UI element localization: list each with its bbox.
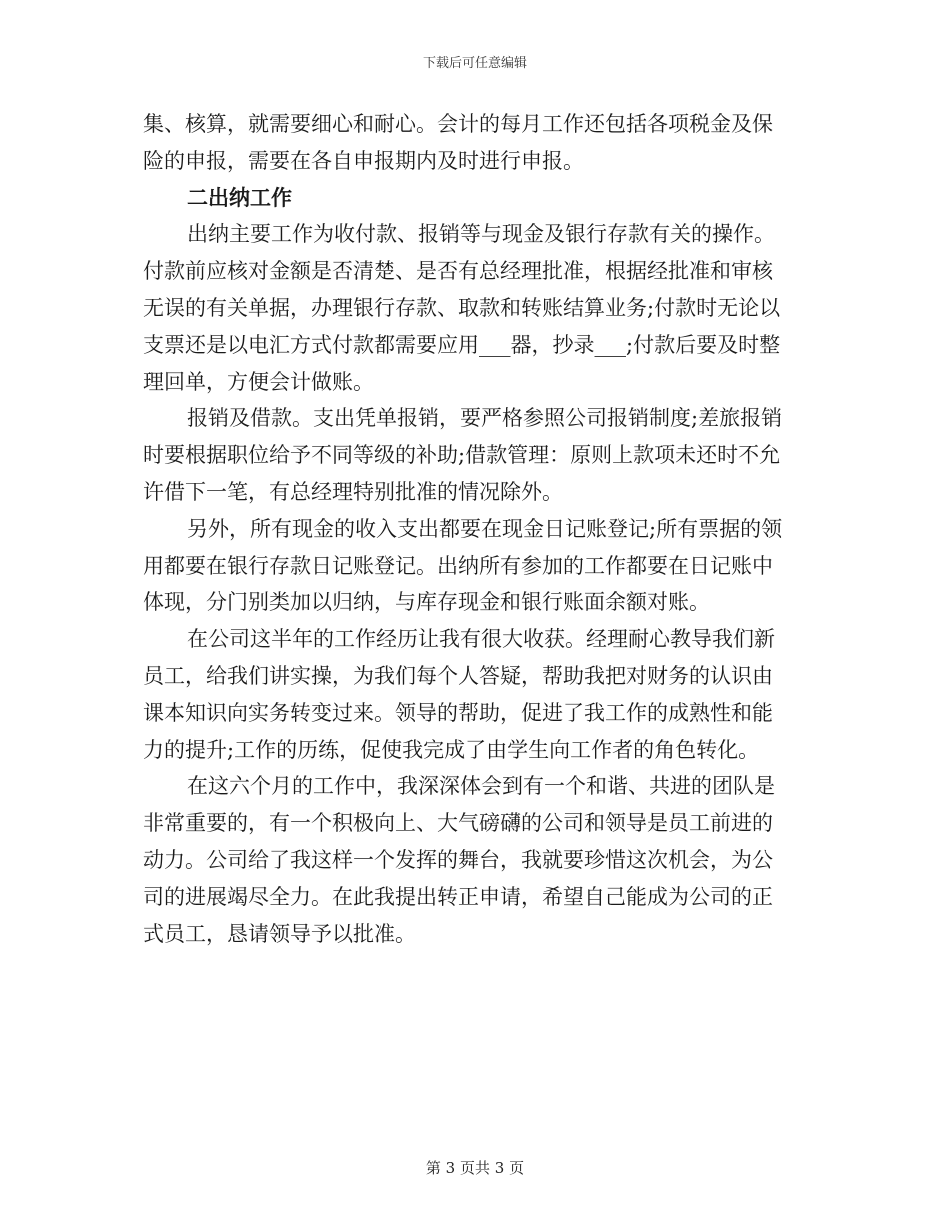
text-line: 式员工，恳请领导予以批准。 <box>143 921 416 946</box>
text-line: 员工，给我们讲实操，为我们每个人答疑，帮助我把对财务的认识由 <box>143 663 773 688</box>
text-line: 支票还是以电汇方式付款都需要应用___器，抄录___;付款后要及时整 <box>143 332 781 357</box>
section-heading: 二出纳工作 <box>187 184 292 210</box>
text-line: 在公司这半年的工作经历让我有很大收获。经理耐心教导我们新 <box>187 627 775 652</box>
text-line: 出纳主要工作为收付款、报销等与现金及银行存款有关的操作。 <box>187 222 775 247</box>
page-number-footer: 第 3 页共 3 页 <box>425 1159 525 1177</box>
text-line: 用都要在银行存款日记账登记。出纳所有参加的工作都要在日记账中 <box>143 553 773 578</box>
text-line: 在这六个月的工作中，我深深体会到有一个和谐、共进的团队是 <box>187 774 775 799</box>
text-line: 险的申报，需要在各自申报期内及时进行申报。 <box>143 148 584 173</box>
text-line: 时要根据职位给予不同等级的补助;借款管理：原则上款项未还时不允 <box>143 443 781 468</box>
document-body <box>143 106 811 952</box>
text-line: 体现，分门别类加以归纳，与库存现金和银行账面余额对账。 <box>143 590 710 615</box>
text-line: 理回单，方便会计做账。 <box>143 369 374 394</box>
text-line: 非常重要的，有一个积极向上、大气磅礴的公司和领导是员工前进的 <box>143 811 773 836</box>
text-line: 动力。公司给了我这样一个发挥的舞台，我就要珍惜这次机会，为公 <box>143 847 773 872</box>
text-line: 课本知识向实务转变过来。领导的帮助，促进了我工作的成熟性和能 <box>143 700 773 725</box>
page-header: 下载后可任意编辑 <box>422 56 527 71</box>
text-line: 付款前应核对金额是否清楚、是否有总经理批准，根据经批准和审核 <box>143 259 773 284</box>
text-line: 报销及借款。支出凭单报销，要严格参照公司报销制度;差旅报销 <box>187 406 783 431</box>
text-line: 集、核算，就需要细心和耐心。会计的每月工作还包括各项税金及保 <box>143 112 773 136</box>
text-line: 另外，所有现金的收入支出都要在现金日记账登记;所有票据的领 <box>187 516 783 541</box>
text-line: 力的提升;工作的历练，促使我完成了由学生向工作者的角色转化。 <box>143 737 760 762</box>
text-line: 无误的有关单据，办理银行存款、取款和转账结算业务;付款时无论以 <box>143 295 781 320</box>
text-line: 许借下一笔，有总经理特别批准的情况除外。 <box>143 479 563 504</box>
text-line: 司的进展竭尽全力。在此我提出转正申请，希望自己能成为公司的正 <box>143 884 773 909</box>
